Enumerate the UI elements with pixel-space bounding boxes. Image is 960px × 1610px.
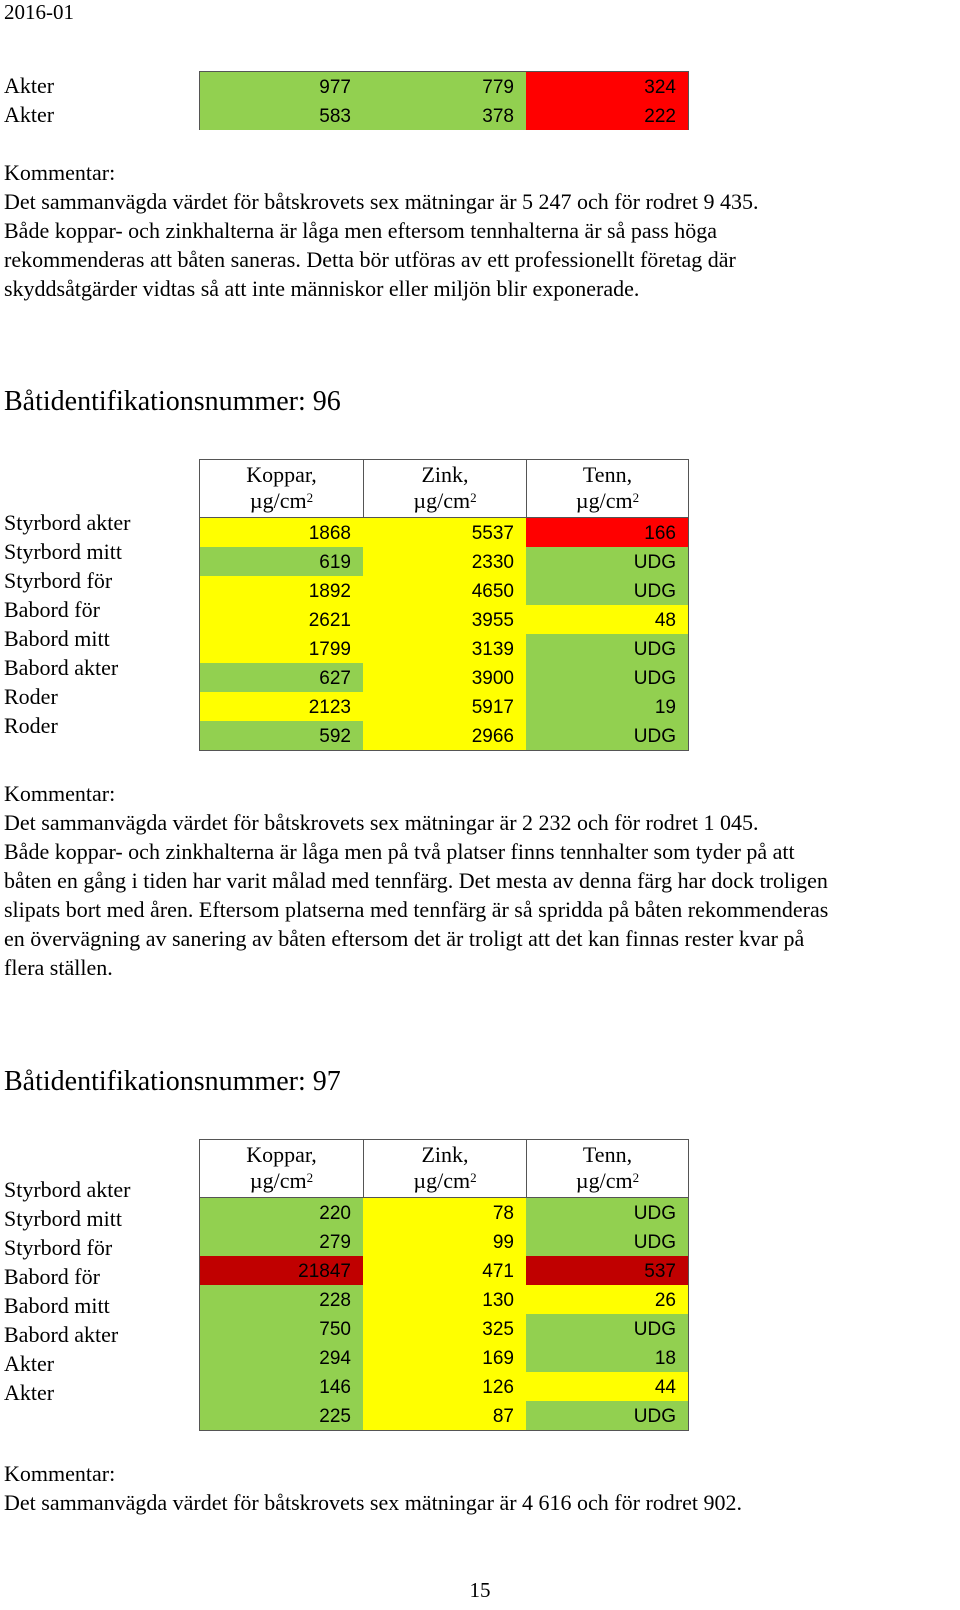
header-unit: µg/cm [575,1168,633,1193]
section-title: Båtidentifikationsnummer: 96 [4,386,341,417]
header-line: Tenn, [582,1142,633,1167]
table-cell: UDG [526,547,688,576]
header-unit: µg/cm [249,488,307,513]
comment-line: en övervägning av sanering av båten eftersom det är troligt att det kan finnas rester kvar på [4,926,805,951]
column-header-zink [364,1140,526,1198]
row-label: Styrbord för [4,1235,113,1260]
row-label: Babord för [4,597,100,622]
row-label: Babord mitt [4,1293,110,1318]
table-cell: 166 [526,518,688,547]
table-cell: UDG [526,576,688,605]
comment-line: Både koppar- och zinkhalterna är låga men eftersom tennhalterna är så pass höga [4,218,718,243]
table-cell: 583 [200,101,363,130]
table-cell: UDG [526,1227,688,1256]
table-header [199,1139,689,1197]
table-cell: 537 [526,1256,688,1285]
header-line: Koppar, [246,1142,317,1167]
table-cell: 44 [526,1372,688,1401]
table-cell: 99 [363,1227,526,1256]
table-cell: UDG [526,1198,688,1227]
comment-label: Kommentar: [4,160,116,185]
table-cell: 3900 [363,663,526,692]
table-cell: 3955 [363,605,526,634]
table-cell: 5537 [363,518,526,547]
row-label: Roder [4,684,58,709]
table-cell: 3139 [363,634,526,663]
table-cell: 779 [363,72,526,101]
table-cell: UDG [526,1401,688,1430]
header-sup: 2 [632,1170,640,1185]
header-sup: 2 [306,1170,314,1185]
row-label: Styrbord akter [4,1177,131,1202]
table-header [199,459,689,517]
table-cell: UDG [526,721,688,750]
section-title: Båtidentifikationsnummer: 97 [4,1066,341,1097]
comment-line: Det sammanvägda värdet för båtskrovets sex mätningar är 2 232 och för rodret 1 045. [4,810,759,835]
table-cell: 325 [363,1314,526,1343]
column-header-koppar [200,460,363,518]
header-sup: 2 [470,490,477,505]
header-unit: µg/cm [413,1168,471,1193]
row-label: Babord mitt [4,626,110,651]
comment-line: Både koppar- och zinkhalterna är låga men på två platser finns tennhalter som tyder på att [4,839,795,864]
table-cell: 592 [200,721,363,750]
table-cell: 222 [526,101,688,130]
table-cell: 279 [200,1227,363,1256]
column-header-tenn [527,460,688,518]
row-label: Akter [4,73,55,98]
row-label: Babord akter [4,1322,119,1347]
table-cell: 87 [363,1401,526,1430]
row-label: Babord för [4,1264,100,1289]
page-number: 15 [469,1578,491,1602]
table-cell: 4650 [363,576,526,605]
table-cell: 294 [200,1343,363,1372]
table-cell: 471 [363,1256,526,1285]
table-cell: 169 [363,1343,526,1372]
table-cell: UDG [526,1314,688,1343]
table-cell: 619 [200,547,363,576]
row-label: Akter [4,1351,55,1376]
table-cell: 977 [200,72,363,101]
table-cell: 1868 [200,518,363,547]
table-cell: 220 [200,1198,363,1227]
header-sup: 2 [470,1170,477,1185]
table-cell: 228 [200,1285,363,1314]
header-line: Koppar, [246,462,317,487]
column-header-koppar [200,1140,363,1198]
comment-line: flera ställen. [4,955,113,980]
table-cell: 2123 [200,692,363,721]
comment-line: båten en gång i tiden har varit målad med tennfärg. Det mesta av denna färg har dock troligen [4,868,828,893]
header-line: Zink, [421,1142,469,1167]
row-label: Styrbord mitt [4,1206,122,1231]
header-line: Tenn, [582,462,633,487]
table-cell: 26 [526,1285,688,1314]
comment-line: slipats bort med åren. Eftersom platserna med tennfärg är så spridda på båten rekommenderas [4,897,829,922]
header-line: Zink, [421,462,469,487]
header-date: 2016-01 [4,0,74,24]
table-cell: 750 [200,1314,363,1343]
table-cell: 130 [363,1285,526,1314]
table-cell: 78 [363,1198,526,1227]
comment-label: Kommentar: [4,781,116,806]
header-unit: µg/cm [575,488,633,513]
table-cell: 2330 [363,547,526,576]
row-label: Babord akter [4,655,119,680]
header-unit: µg/cm [249,1168,307,1193]
table-cell: 1892 [200,576,363,605]
row-label: Akter [4,1380,55,1405]
prev-table-grid [199,71,689,130]
comment-line: Det sammanvägda värdet för båtskrovets sex mätningar är 4 616 och för rodret 902. [4,1490,742,1515]
comment-line: skyddsåtgärder vidtas så att inte människor eller miljön blir exponerade. [4,276,640,301]
table-cell: 225 [200,1401,363,1430]
table-cell: 2966 [363,721,526,750]
row-label: Styrbord för [4,568,113,593]
table-cell: 627 [200,663,363,692]
table-cell: UDG [526,634,688,663]
section-97-table [199,1197,689,1431]
table-cell: 19 [526,692,688,721]
header-unit: µg/cm [413,488,471,513]
column-header-tenn [527,1140,688,1198]
table-cell: 146 [200,1372,363,1401]
row-label: Akter [4,102,55,127]
table-cell: 5917 [363,692,526,721]
column-header-zink [364,460,526,518]
comment-line: Det sammanvägda värdet för båtskrovets sex mätningar är 5 247 och för rodret 9 435. [4,189,759,214]
comment-label: Kommentar: [4,1461,116,1486]
row-label: Styrbord akter [4,510,131,535]
comment-line: rekommenderas att båten saneras. Detta bör utföras av ett professionellt företag där [4,247,736,272]
section-96-table [199,517,689,751]
table-cell: 126 [363,1372,526,1401]
header-sup: 2 [632,490,640,505]
table-cell: 324 [526,72,688,101]
table-cell: 2621 [200,605,363,634]
header-sup: 2 [306,490,314,505]
row-label: Roder [4,713,58,738]
table-cell: 18 [526,1343,688,1372]
table-cell: 21847 [200,1256,363,1285]
row-label: Styrbord mitt [4,539,122,564]
table-cell: 48 [526,605,688,634]
table-cell: 1799 [200,634,363,663]
table-cell: 378 [363,101,526,130]
table-cell: UDG [526,663,688,692]
